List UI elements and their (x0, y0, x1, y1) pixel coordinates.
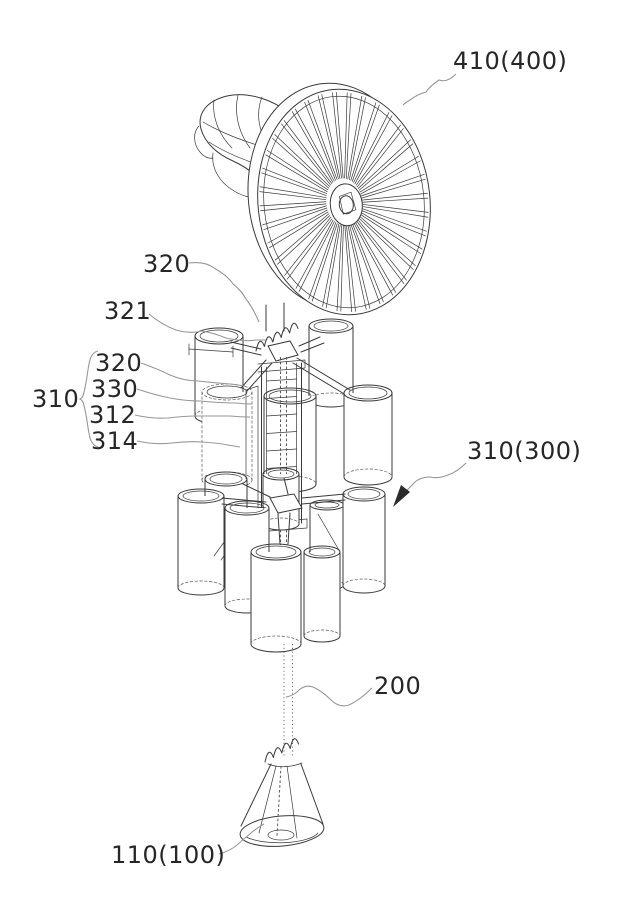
fan-rotor (237, 74, 441, 325)
leader-310-300-arrowhead (393, 485, 410, 507)
main-shaft (284, 644, 293, 756)
label-314: 314 (91, 427, 139, 455)
label-310: 310 (32, 385, 80, 413)
label-320-top: 320 (143, 250, 191, 278)
cup-cylinder (178, 489, 224, 595)
base-spring-coil (265, 739, 299, 762)
label-410-400: 410(400) (453, 47, 568, 75)
label-310-300: 310(300) (467, 437, 582, 465)
cup-cylinder (304, 546, 340, 642)
cup-cylinder (343, 487, 385, 593)
leader-110-100 (219, 824, 264, 854)
label-110-100: 110(100) (111, 841, 226, 869)
leader-320-top (189, 263, 259, 322)
leader-310-300 (402, 463, 466, 496)
leader-410-400 (403, 74, 456, 105)
cup-cylinder (344, 385, 392, 485)
label-312: 312 (89, 401, 137, 429)
label-330: 330 (91, 375, 139, 403)
label-321: 321 (104, 297, 152, 325)
cup-cylinder (251, 544, 301, 652)
label-320-side: 320 (95, 349, 143, 377)
leader-200 (286, 686, 372, 706)
label-200: 200 (374, 672, 422, 700)
upper-hub-plate (268, 341, 298, 361)
